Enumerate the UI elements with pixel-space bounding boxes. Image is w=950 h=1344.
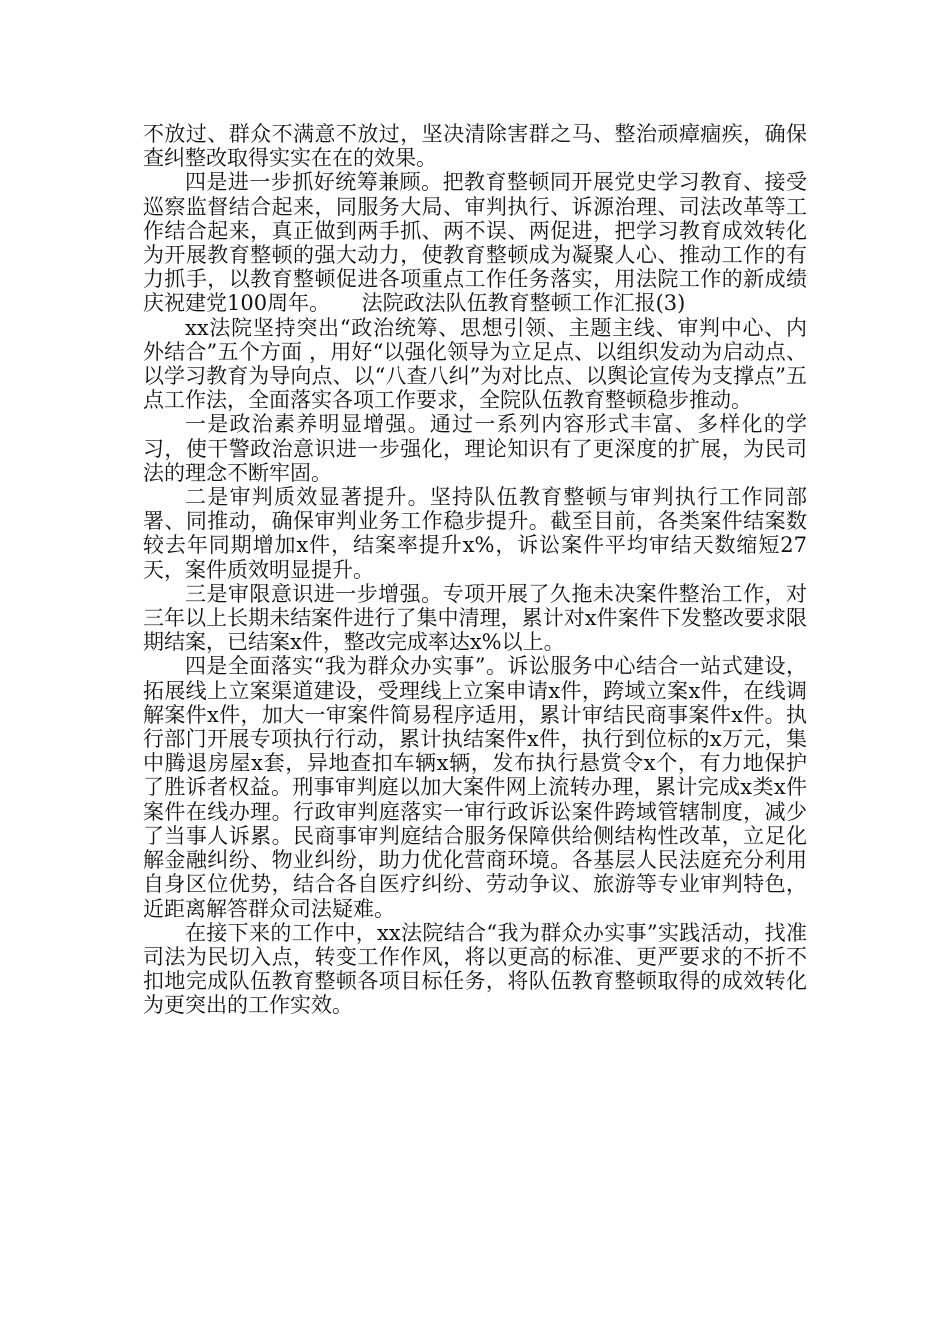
paragraph-continuation: 不放过、群众不满意不放过，坚决清除害群之马、整治顽瘴痼疾，确保查纠整改取得实实在在的效果。 — [143, 122, 807, 171]
paragraph-intro: xx法院坚持突出“政治统筹、思想引领、主题主线、审判中心、内外结合”五个方面 ，用好“以强化领导为立足点、以组织发动为启动点、以学习教育为导向点、以“八查八纠”为对比点、以舆论宣传为支撑点”五点工作法，全面落实各项工作要求，全院队伍教育整顿稳步推动。 — [143, 315, 807, 413]
paragraph-practical: 四是全面落实“我为群众办实事”。诉讼服务中心结合一站式建设，拓展线上立案渠道建设，受理线上立案申请x件，跨域立案x件，在线调解案件x件，加大一审案件简易程序适用，累计审结民商事案件x件。执行部门开展专项执行行动，累计执结案件x件，执行到位标的x万元，集中腾退房屋x套，异地查扣车辆x辆，发布执行悬赏令x个，有力地保护了胜诉者权益。刑事审判庭以加大案件网上流转办理，累计完成x类x件案件在线办理。行政审判庭落实一审行政诉讼案件跨域管辖制度，减少了当事人诉累。民商事审判庭结合服务保障供给侧结构性改革，立足化解金融纠纷、物业纠纷，助力优化营商环境。各基层人民法庭充分利用自身区位优势，结合各自医疗纠纷、劳动争议、旅游等专业审判特色，近距离解答群众司法疑难。 — [143, 654, 807, 921]
paragraph-deadline: 三是审限意识进一步增强。专项开展了久拖未决案件整治工作，对三年以上长期未结案件进行了集中清理，累计对x件案件下发整改要求限期结案，已结案x件，整改完成率达x%以上。 — [143, 581, 807, 655]
paragraph-coordination: 四是进一步抓好统筹兼顾。把教育整顿同开展党史学习教育、接受巡察监督结合起来，同服务大局、审判执行、诉源治理、司法改革等工作结合起来，真正做到两手抓、两不误、两促进，把学习教育成效转化为开展教育整顿的强大动力，使教育整顿成为凝聚人心、推动工作的有力抓手，以教育整顿促进各项重点工作任务落实，用法院工作的新成绩庆祝建党100周年。 法院政法队伍教育整顿工作汇报(3) — [143, 170, 807, 316]
paragraph-next-steps: 在接下来的工作中，xx法院结合“我为群众办实事”实践活动，找准司法为民切入点，转变工作作风，将以更高的标准、更严要求的不折不扣地完成队伍教育整顿各项目标任务，将队伍教育整顿取得的成效转化为更突出的工作实效。 — [143, 920, 807, 1018]
paragraph-political: 一是政治素养明显增强。通过一系列内容形式丰富、多样化的学习，使干警政治意识进一步强化，理论知识有了更深度的扩展，为民司法的理念不断牢固。 — [143, 412, 807, 485]
document-body — [143, 122, 807, 1018]
paragraph-quality: 二是审判质效显著提升。坚持队伍教育整顿与审判执行工作同部署、同推动，确保审判业务工作稳步提升。截至目前，各类案件结案数较去年同期增加x件，结案率提升x%，诉讼案件平均审结天数缩短27天，案件质效明显提升。 — [143, 485, 807, 582]
